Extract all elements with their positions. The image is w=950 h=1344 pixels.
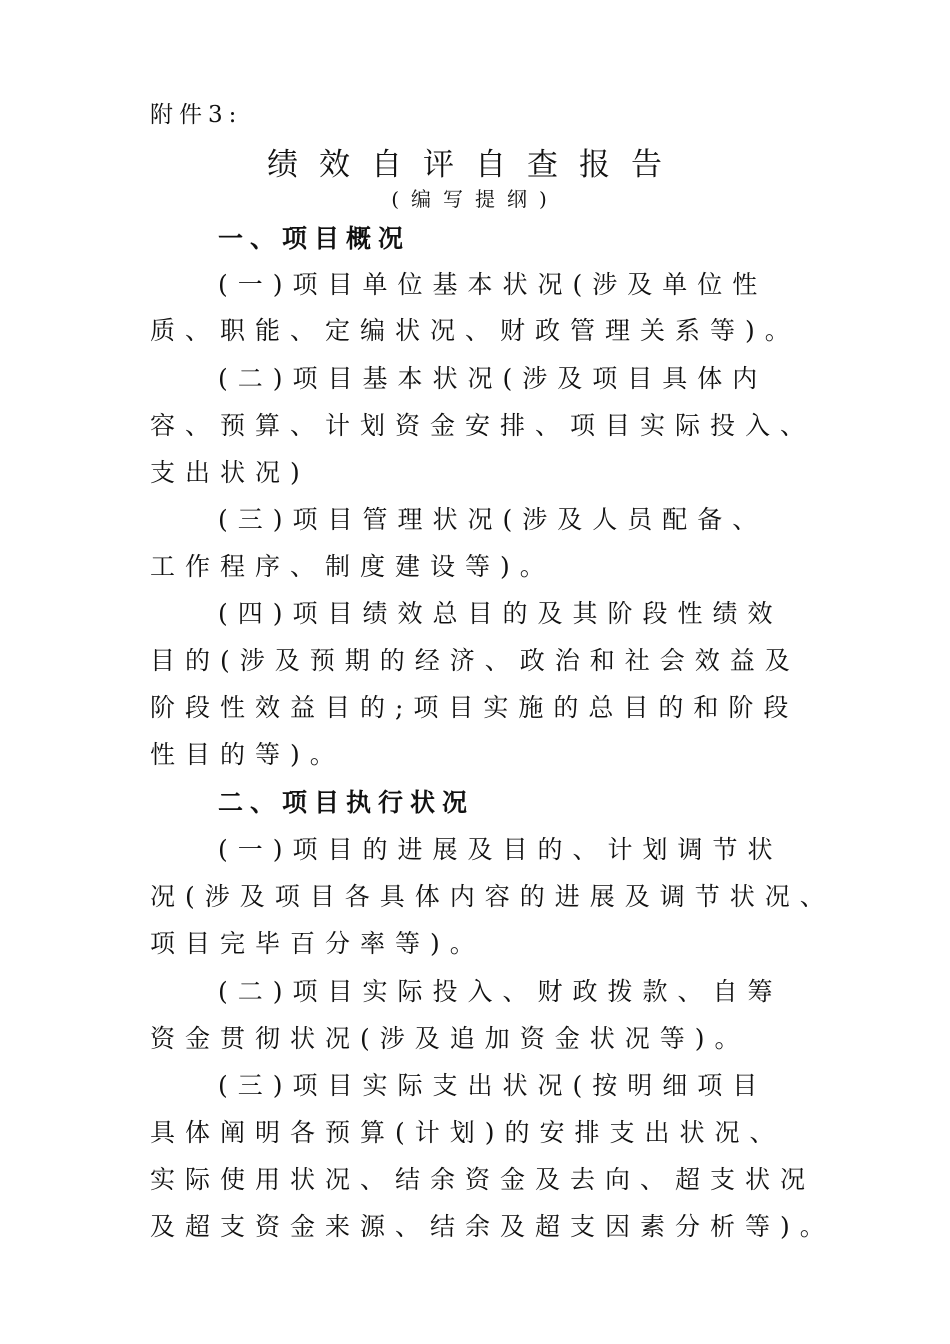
section-heading-execution: 二、项目执行状况	[218, 788, 475, 817]
body-line: 具体阐明各预算(计划)的安排支出状况、	[150, 1118, 785, 1147]
body-line: (一)项目单位基本状况(涉及单位性	[218, 270, 768, 299]
body-line: (三)项目实际支出状况(按明细项目	[218, 1071, 768, 1100]
body-line: 工作程序、制度建设等)。	[150, 552, 555, 581]
body-line: 容、预算、计划资金安排、项目实际投入、	[150, 411, 816, 440]
body-line: 实际使用状况、结余资金及去向、超支状况	[150, 1165, 816, 1194]
body-line: (一)项目的进展及目的、计划调节状	[218, 835, 783, 864]
section-heading-overview: 一、项目概况	[218, 224, 411, 253]
body-line: 支出状况)	[150, 458, 310, 487]
body-line: 资金贯彻状况(涉及追加资金状况等)。	[150, 1024, 750, 1053]
body-line: 及超支资金来源、结余及超支因素分析等)。	[150, 1212, 835, 1241]
body-line: 况(涉及项目各具体内容的进展及调节状况、	[150, 882, 835, 911]
body-line: (二)项目基本状况(涉及项目具体内	[218, 364, 768, 393]
body-line: 质、职能、定编状况、财政管理关系等)。	[150, 316, 800, 345]
body-line: 阶段性效益目的;项目实施的总目的和阶段	[150, 693, 799, 722]
body-line: (二)项目实际投入、财政拨款、自筹	[218, 977, 783, 1006]
body-line: 目的(涉及预期的经济、政治和社会效益及	[150, 646, 800, 675]
report-subtitle: (编写提纲)	[391, 187, 559, 211]
attachment-label: 附件3:	[150, 102, 243, 128]
body-line: 性目的等)。	[150, 740, 345, 769]
body-line: 项目完毕百分率等)。	[150, 929, 485, 958]
report-title: 绩效自评自查报告	[267, 147, 683, 183]
body-line: (四)项目绩效总目的及其阶段性绩效	[218, 599, 783, 628]
body-line: (三)项目管理状况(涉及人员配备、	[218, 505, 768, 534]
